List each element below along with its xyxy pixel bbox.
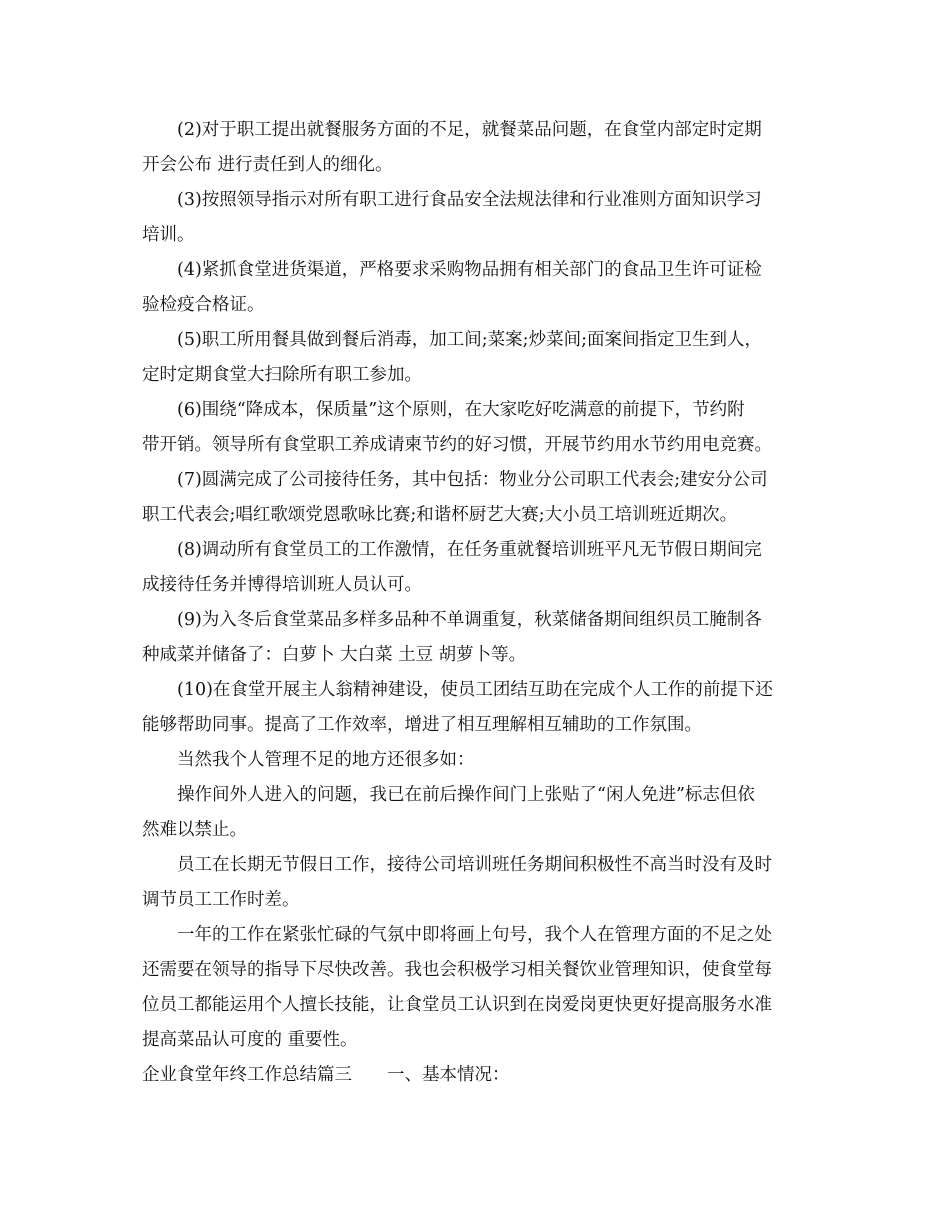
- paragraph-line: 定时定期食堂大扫除所有职工参加。: [142, 365, 422, 385]
- paragraph: [142, 183, 812, 253]
- paragraph: [142, 918, 812, 1058]
- paragraph-line: (2)对于职工提出就餐服务方面的不足，就餐菜品问题，在食堂内部定时定期: [177, 120, 762, 140]
- paragraph: [142, 323, 812, 393]
- paragraph: [142, 673, 812, 743]
- paragraph: [142, 603, 812, 673]
- paragraph-line: (6)围绕“降成本，保质量”这个原则，在大家吃好吃满意的前提下，节约附: [177, 400, 745, 420]
- paragraph-line: 开会公布 进行责任到人的细化。: [142, 155, 393, 175]
- paragraph-line: 成接待任务并博得培训班人员认可。: [142, 575, 422, 595]
- paragraph-line: (5)职工所用餐具做到餐后消毒，加工间;菜案;炒菜间;面案间指定卫生到人，: [177, 330, 762, 350]
- paragraph-line: 调节员工工作时差。: [142, 890, 300, 910]
- paragraph: [142, 778, 812, 848]
- paragraph-line: (4)紧抓食堂进货渠道，严格要求采购物品拥有相关部门的食品卫生许可证检: [177, 260, 762, 280]
- paragraph-line: 操作间外人进入的问题，我已在前后操作间门上张贴了“闲人免进”标志但依: [177, 785, 755, 805]
- paragraph-line: 能够帮助同事。提高了工作效率，增进了相互理解相互辅助的工作氛围。: [142, 715, 702, 735]
- paragraph-line: 职工代表会;唱红歌颂党恩歌咏比赛;和谐杯厨艺大赛;大小员工培训班近期次。: [142, 505, 738, 525]
- paragraph-line: 当然我个人管理不足的地方还很多如：: [177, 750, 475, 770]
- paragraph-line: (8)调动所有食堂员工的工作激情，在任务重就餐培训班平凡无节假日期间完: [177, 540, 762, 560]
- paragraph-line: (9)为入冬后食堂菜品多样多品种不单调重复，秋菜储备期间组织员工腌制各: [177, 610, 762, 630]
- paragraph: [142, 113, 812, 183]
- paragraph-line: 培训。: [142, 225, 195, 245]
- paragraph-line: 然难以禁止。: [142, 820, 247, 840]
- paragraph-line: 提高菜品认可度的 重要性。: [142, 1030, 358, 1050]
- paragraph: [142, 463, 812, 533]
- paragraph-line: 员工在长期无节假日工作，接待公司培训班任务期间积极性不高当时没有及时: [177, 855, 772, 875]
- paragraph-line: 验检疫合格证。: [142, 295, 265, 315]
- paragraph-line: (3)按照领导指示对所有职工进行食品安全法规法律和行业准则方面知识学习: [177, 190, 762, 210]
- document-body: [142, 113, 812, 1093]
- paragraph: [142, 743, 812, 778]
- paragraph-line: (10)在食堂开展主人翁精神建设，使员工团结互助在完成个人工作的前提下还: [177, 680, 773, 700]
- paragraph-line: 一年的工作在紧张忙碌的气氛中即将画上句号，我个人在管理方面的不足之处: [177, 925, 772, 945]
- paragraph-line: 还需要在领导的指导下尽快改善。我也会积极学习相关餐饮业管理知识，使食堂每: [142, 960, 772, 980]
- paragraph: [142, 848, 812, 918]
- paragraph: [142, 393, 812, 463]
- paragraph: [142, 533, 812, 603]
- paragraph-line: 带开销。领导所有食堂职工养成请柬节约的好习惯，开展节约用水节约用电竞赛。: [142, 435, 772, 455]
- section-heading: 企业食堂年终工作总结篇三 一、基本情况：: [142, 1065, 510, 1085]
- paragraph-line: 位员工都能运用个人擅长技能，让食堂员工认识到在岗爱岗更快更好提高服务水准: [142, 995, 772, 1015]
- paragraph-line: 种咸菜并储备了：白萝卜 大白菜 土豆 胡萝卜等。: [142, 645, 527, 665]
- paragraph-line: (7)圆满完成了公司接待任务，其中包括：物业分公司职工代表会;建安分公司: [177, 470, 768, 490]
- paragraph: [142, 253, 812, 323]
